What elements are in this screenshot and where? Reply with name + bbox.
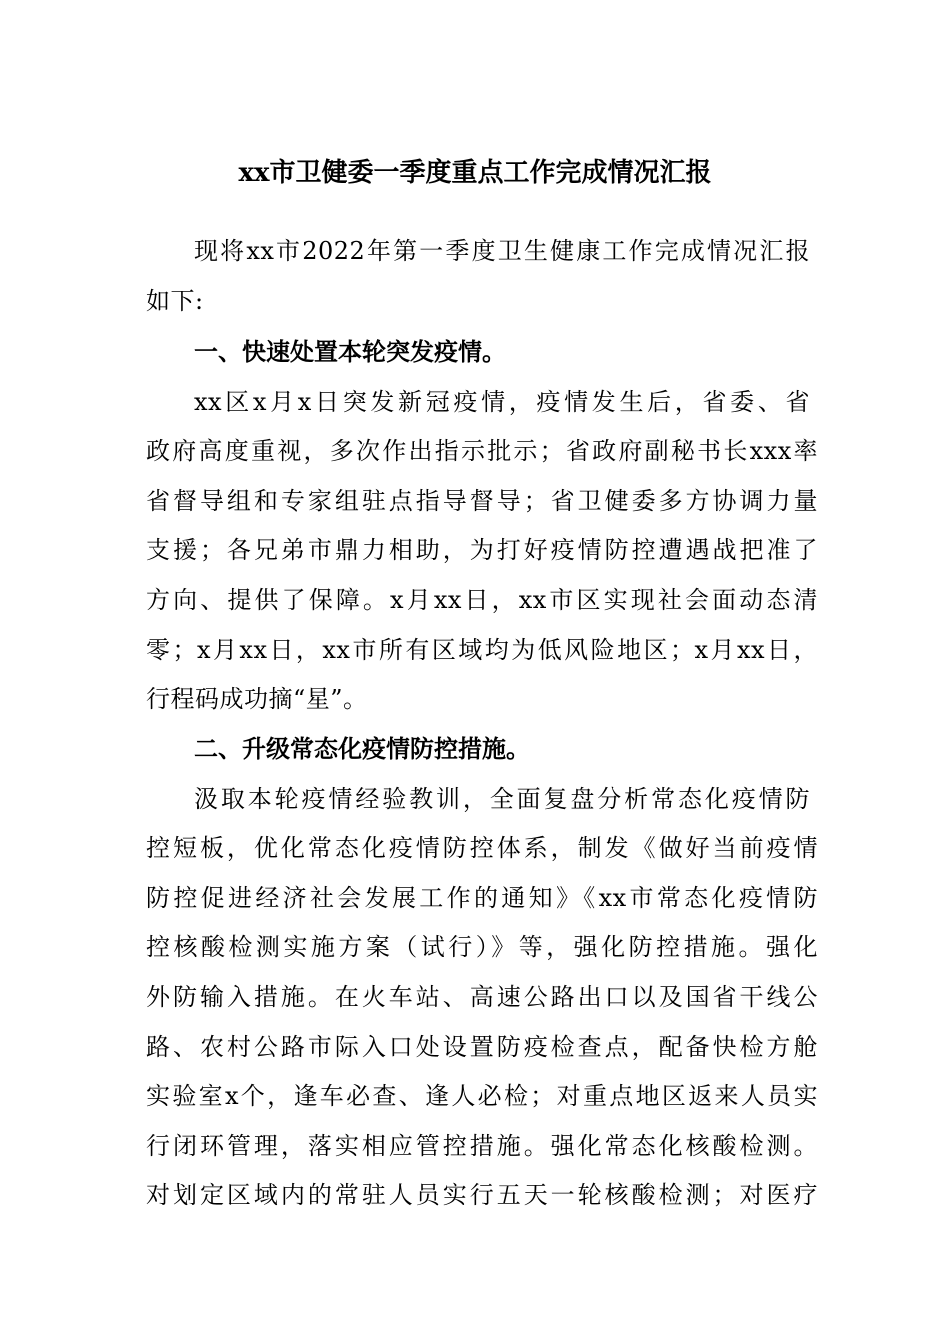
paragraph-line: 方向、提供了保障。x月xx日，xx市区实现社会面动态清: [146, 586, 818, 614]
paragraph-line: 支援；各兄弟市鼎力相助，为打好疫情防控遭遇战把准了: [146, 536, 818, 564]
paragraph-line: 行闭环管理，落实相应管控措施。强化常态化核酸检测。: [146, 1132, 818, 1160]
paragraph-line: 行程码成功摘“星”。: [146, 685, 368, 713]
document-title: xx市卫健委一季度重点工作完成情况汇报: [238, 158, 712, 188]
paragraph-line: 零；x月xx日，xx市所有区域均为低风险地区；x月xx日，: [146, 636, 818, 664]
paragraph-line: 省督导组和专家组驻点指导督导；省卫健委多方协调力量: [146, 487, 818, 515]
paragraph-line: 政府高度重视，多次作出指示批示；省政府副秘书长xxx率: [146, 437, 818, 465]
paragraph-line: 对划定区域内的常驻人员实行五天一轮核酸检测；对医疗: [146, 1181, 818, 1209]
paragraph-line: 实验室x个，逢车必查、逢人必检；对重点地区返来人员实: [146, 1082, 818, 1110]
paragraph-line: 现将xx市2022年第一季度卫生健康工作完成情况汇报: [194, 237, 810, 265]
paragraph-line: 控短板，优化常态化疫情防控体系，制发《做好当前疫情: [146, 834, 818, 862]
paragraph-line: 路、农村公路市际入口处设置防疫检查点，配备快检方舱: [146, 1033, 818, 1061]
paragraph-line: 汲取本轮疫情经验教训，全面复盘分析常态化疫情防: [194, 785, 810, 813]
paragraph-line: xx区x月x日突发新冠疫情，疫情发生后，省委、省: [194, 388, 810, 416]
paragraph-line: 防控促进经济社会发展工作的通知》《xx市常态化疫情防: [146, 884, 818, 912]
section-heading-2: 二、升级常态化疫情防控措施。: [194, 735, 530, 763]
paragraph-line: 外防输入措施。在火车站、高速公路出口以及国省干线公: [146, 983, 818, 1011]
paragraph-line: 如下:: [146, 287, 204, 315]
section-heading-1: 一、快速处置本轮突发疫情。: [194, 338, 506, 366]
paragraph-line: 控核酸检测实施方案（试行）》等，强化防控措施。强化: [146, 933, 818, 961]
